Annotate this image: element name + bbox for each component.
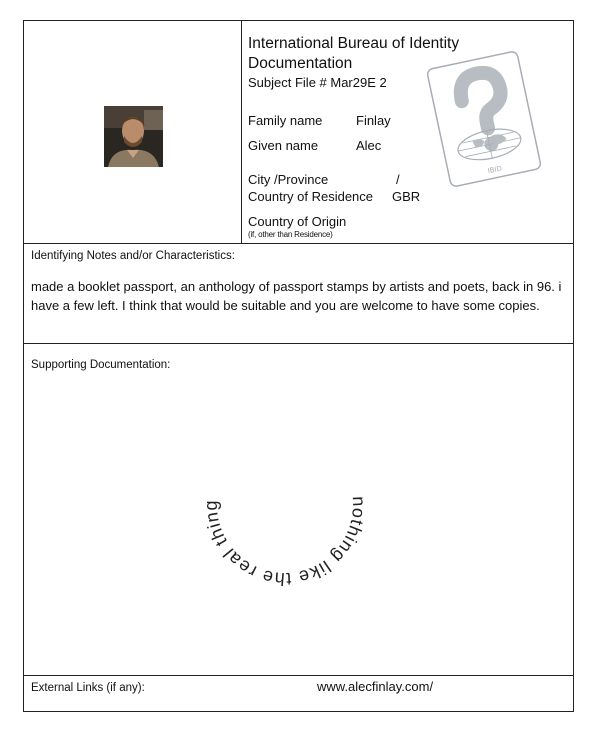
notes-text: made a booklet passport, an anthology of passport stamps by artists and poets, back in 96. i have a few left. I think that would be suitable and you are welcome to have some copies. [31,279,562,313]
divider-links [24,675,573,676]
links-label: External Links (if any): [31,682,145,694]
country-origin-note: (if, other than Residence) [248,230,333,239]
external-link[interactable]: www.alecfinlay.com/ [317,679,434,694]
country-residence-label: Country of Residence [248,189,374,204]
photo-divider [241,21,242,243]
city-row [248,171,400,188]
given-name-row [248,137,382,154]
divider-notes [24,243,573,244]
divider-supporting [24,343,573,344]
country-origin-row [248,213,346,230]
org-name: International Bureau of Identity Documentation [248,35,460,72]
seal-text: IBID [486,164,503,176]
subject-file: Subject File # Mar29E 2 [248,75,387,90]
subject-photo [104,106,163,167]
supporting-label: Supporting Documentation: [31,359,171,371]
circular-text [195,415,375,600]
svg-text:nothing like the real thing ai [195,415,369,589]
family-name-row [248,112,391,129]
country-residence-value: GBR [392,189,421,204]
given-name-value: Alec [356,138,382,153]
identity-card [23,20,574,712]
circular-text-path: nothing like the real thing [200,495,370,590]
country-residence-row [248,188,421,205]
country-origin-label: Country of Origin [248,214,347,229]
family-name-value: Finlay [356,113,391,128]
city-value: / [396,172,400,187]
given-name-label: Given name [248,138,319,153]
notes-label: Identifying Notes and/or Characteristics: [31,250,235,262]
ibid-seal-icon [424,49,544,194]
city-label: City /Province [248,172,329,187]
family-name-label: Family name [248,113,323,128]
